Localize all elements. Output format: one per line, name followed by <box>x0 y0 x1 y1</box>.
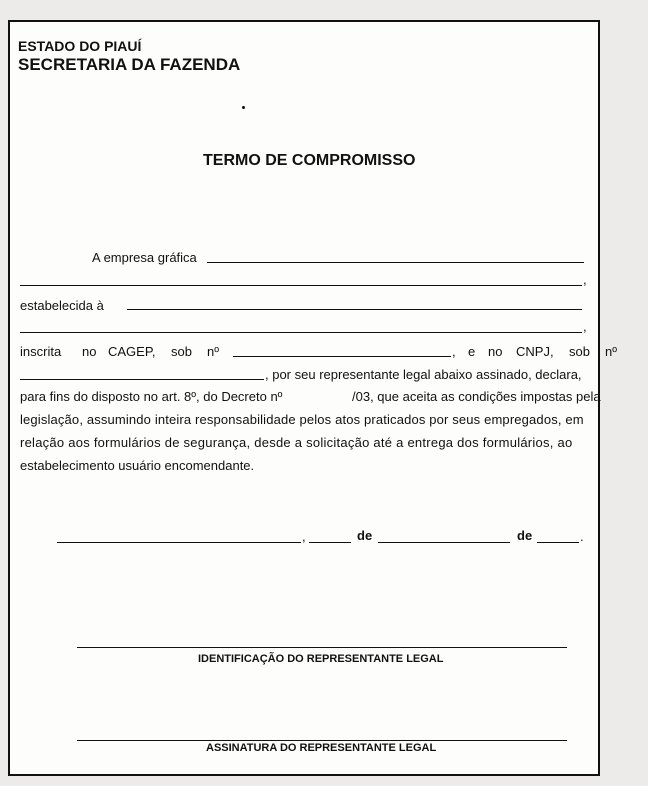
company-name-field[interactable] <box>207 262 584 263</box>
date-comma: , <box>302 529 306 544</box>
address-field-continued[interactable] <box>20 332 582 333</box>
no-word: no <box>82 344 97 359</box>
identification-field[interactable] <box>77 647 567 648</box>
no-word-2: no <box>488 344 503 359</box>
sob-word-2: sob <box>569 344 590 359</box>
dot-mark <box>242 106 245 109</box>
e-word: e <box>468 344 476 359</box>
company-name-field-continued[interactable] <box>20 285 582 286</box>
representative-declaration: , por seu representante legal abaixo assinado, declara, <box>265 367 582 382</box>
address-label: estabelecida à <box>20 298 104 313</box>
state-header: ESTADO DO PIAUÍ <box>18 38 142 54</box>
numero-word-2: nº <box>605 344 617 359</box>
place-field[interactable] <box>57 542 301 543</box>
de-label-1: de <box>357 528 373 543</box>
line5-comma: , <box>452 344 456 359</box>
month-field[interactable] <box>378 542 510 543</box>
forms-text: relação aos formulários de segurança, desde a solicitação até a entrega dos formulários, ao <box>20 435 573 450</box>
company-label: A empresa gráfica <box>92 250 197 265</box>
address-field[interactable] <box>127 309 582 310</box>
cnpj-number-field[interactable] <box>20 379 264 380</box>
de-label-2: de <box>517 528 533 543</box>
signature-label: ASSINATURA DO REPRESENTANTE LEGAL <box>206 742 437 754</box>
cagep-word: CAGEP, <box>108 344 156 359</box>
year-field[interactable] <box>537 542 579 543</box>
department-header: SECRETARIA DA FAZENDA <box>18 55 241 74</box>
inscrita-word: inscrita <box>20 344 62 359</box>
day-field[interactable] <box>309 542 351 543</box>
numero-word: nº <box>207 344 219 359</box>
sob-word: sob <box>171 344 192 359</box>
line2-comma: , <box>583 272 587 287</box>
form-page <box>8 20 617 776</box>
cagep-number-field[interactable] <box>233 356 451 357</box>
identification-label: IDENTIFICAÇÃO DO REPRESENTANTE LEGAL <box>198 653 444 665</box>
decree-text-part2: /03, que aceita as condições impostas pela <box>352 389 601 404</box>
line4-comma: , <box>583 319 587 334</box>
decree-text-part1: para fins do disposto no art. 8º, do Decreto nº <box>20 389 283 404</box>
establishment-text: estabelecimento usuário encomendante. <box>20 458 255 473</box>
document-title: TERMO DE COMPROMISSO <box>203 152 416 169</box>
responsibility-text: legislação, assumindo inteira responsabilidade pelos atos praticados por seus empregados, em <box>20 412 584 427</box>
date-period: . <box>580 529 584 544</box>
cnpj-word: CNPJ, <box>516 344 554 359</box>
signature-field[interactable] <box>77 740 567 741</box>
